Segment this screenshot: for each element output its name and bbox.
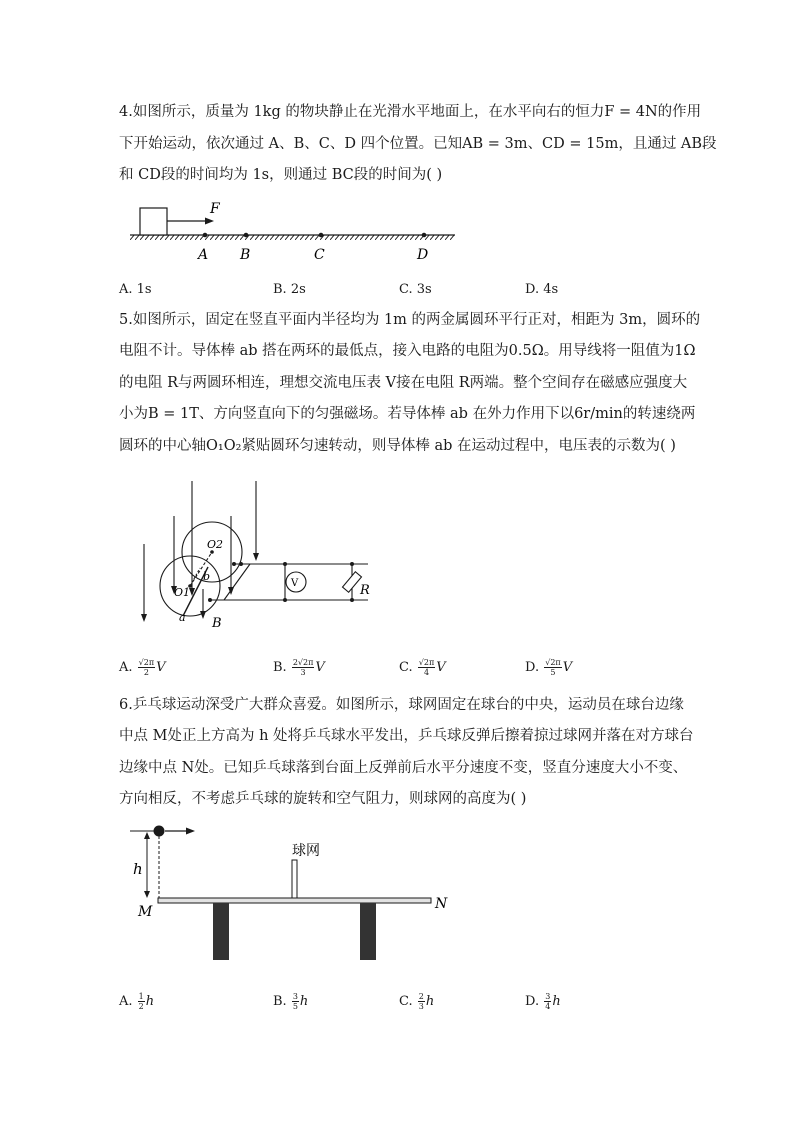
ground-hatch [130,235,455,240]
q4-line-3: 和 CD段的时间均为 1s，则通过 BC段的时间为( ) [119,167,443,183]
voltmeter-label: V [291,578,299,589]
point-c-label: C [314,247,325,263]
point-d-label: D [417,247,429,263]
q4-option-a[interactable]: A. 1s [119,282,152,297]
q6-figure [125,822,455,964]
resistor-label: R [360,583,370,598]
m-label: M [138,904,153,920]
table-leg-left [213,903,229,960]
q5-line-5: 圆环的中心轴O₁O₂紧贴圆环匀速转动，则导体棒 ab 在运动过程中，电压表的示数为( ) [119,438,676,454]
q5-option-a[interactable]: A. $\frac{√2\pi}{2}$ V [119,658,166,677]
q5-option-c[interactable]: C. $\frac{√2\pi}{4}$ V [399,658,446,677]
q5-line-2: 电阻不计。导体棒 ab 搭在两环的最低点，接入电路的电阻为0.5Ω。用导线将一阻值为1Ω [119,343,696,359]
q4-line-2: 下开始运动，依次通过 A、B、C、D 四个位置。已知AB = 3m、CD = 15m，且通过 AB段 [119,136,717,152]
point-d [422,233,427,238]
point-b-label: B [240,247,251,263]
q5-line-3: 的电阻 R与两圆环相连，理想交流电压表 V接在电阻 R两端。整个空间存在磁感应强度大 [119,375,688,391]
o1-label: O1 [174,586,191,599]
q5-option-d[interactable]: D. $\frac{√2\pi}{5}$ V [525,658,573,677]
velocity-arrowhead [186,828,195,835]
point-a-label: A [198,247,209,263]
b-label: b [203,570,211,583]
net [292,860,297,898]
net-label: 球网 [292,843,320,859]
q5-line-4: 小为B = 1T、方向竖直向下的匀强磁场。若导体棒 ab 在外力作用下以6r/min的转速绕两 [119,406,696,422]
q4-figure [120,198,465,270]
force-arrowhead [205,218,214,225]
o2-label: O2 [207,538,224,551]
q6-line-2: 中点 M处正上方高为 h 处将乒乓球水平发出，乒乓球反弹后擦着掠过球网并落在对方球台 [119,728,694,744]
q6-option-c[interactable]: C. $\frac{2}{3}$ h [399,992,435,1011]
q5-option-b[interactable]: B. $\frac{2√2\pi}{3}$ V [273,658,325,677]
ping-pong-ball [154,826,165,837]
point-a [203,233,208,238]
table-top [158,898,431,903]
q6-option-b[interactable]: B. $\frac{3}{5}$ h [273,992,309,1011]
q6-line-1: 6.乒乓球运动深受广大群众喜爱。如图所示，球网固定在球台的中央，运动员在球台边缘 [119,697,684,713]
point-b [244,233,249,238]
q4-option-c[interactable]: C. 3s [399,282,432,297]
block [140,208,167,235]
q4-line-1: 4.如图所示，质量为 1kg 的物块静止在光滑水平地面上，在水平向右的恒力F = 4N的作用 [119,104,702,120]
q6-line-3: 边缘中点 N处。已知乒乓球落到台面上反弹前后水平分速度不变，竖直分速度大小不变、 [119,760,688,776]
q5-figure [130,476,390,636]
q5-line-1: 5.如图所示，固定在竖直平面内半径均为 1m 的两金属圆环平行正对，相距为 3m，圆环的 [119,312,701,328]
force-label: F [210,201,220,217]
n-label: N [435,896,448,912]
q6-option-a[interactable]: A. $\frac{1}{2}$ h [119,992,155,1011]
q4-option-d[interactable]: D. 4s [525,282,559,297]
q4-option-b[interactable]: B. 2s [273,282,306,297]
field-b-label: B [212,616,222,631]
q6-line-4: 方向相反，不考虑乒乓球的旋转和空气阻力，则球网的高度为( ) [119,791,527,807]
point-c [319,233,324,238]
q6-option-d[interactable]: D. $\frac{3}{4}$ h [525,992,561,1011]
a-label: a [179,611,186,624]
table-leg-right [360,903,376,960]
h-label: h [133,860,143,878]
